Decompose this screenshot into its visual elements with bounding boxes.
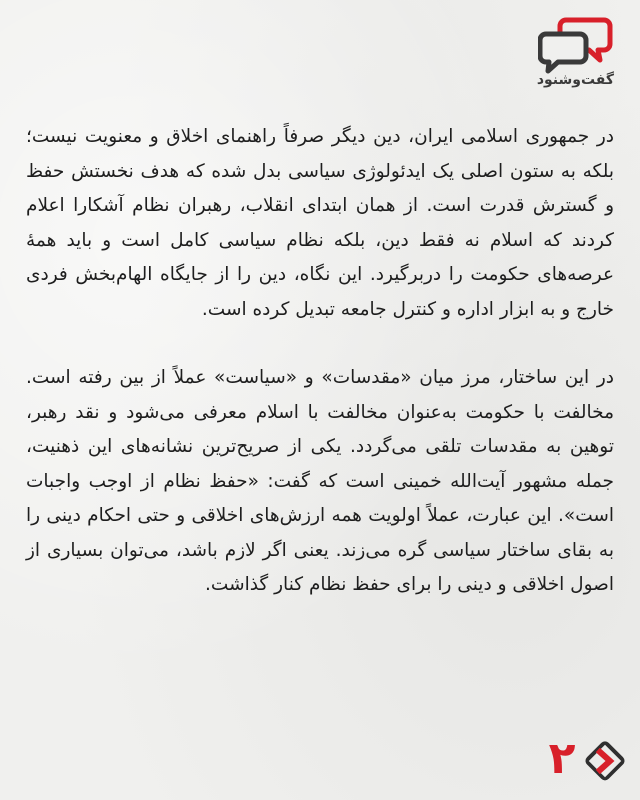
- paragraph-2: در این ساختار، مرز میان «مقدسات» و «سیاست» عملاً از بین رفته است. مخالفت با حکومت به‌عنوان مخالفت با اسلام معرفی می‌شود و نقد رهبر، توهین به مقدسات تلقی می‌گردد. یکی از صریح‌ترین نشانه‌های این ذهنیت، جمله مشهور آیت‌الله خمینی است که گفت: «حفظ نظام از اوجب واجبات است». این عبارت، عملاً اولویت همه ارزش‌های اخلاقی و حتی احکام دینی را به بقای ساختار سیاسی گره می‌زند. یعنی اگر لازم باشد، می‌توان بسیاری از اصول اخلاقی و دینی را برای حفظ نظام کنار گذاشت.: [26, 367, 614, 595]
- paragraph-1: در جمهوری اسلامی ایران، دین دیگر صرفاً راهنمای اخلاق و معنویت نیست؛ بلکه به ستون اصلی یک ایدئولوژی سیاسی بدل شده که هدف نخستش حفظ و گسترش قدرت است. از همان ابتدای انقلاب، رهبران نظام آشکارا اعلام کردند که اسلام نه فقط دین، بلکه نظام سیاسی کامل است و باید همهٔ عرصه‌های حکومت را دربرگیرد. این نگاه، دین را از جایگاه الهام‌بخش فردی خارج و به ابزار اداره و کنترل جامعه تبدیل کرده است.: [26, 126, 614, 320]
- article-body: [26, 120, 614, 603]
- next-page-button[interactable]: [584, 740, 626, 782]
- speech-bubbles-icon: [538, 14, 614, 74]
- page-navigation: [540, 733, 620, 788]
- brand-logo: [538, 14, 614, 94]
- page-number: ۲: [548, 733, 576, 784]
- brand-logo-text: گفت‌وشنود: [536, 72, 614, 88]
- chevron-right-icon: [600, 752, 610, 770]
